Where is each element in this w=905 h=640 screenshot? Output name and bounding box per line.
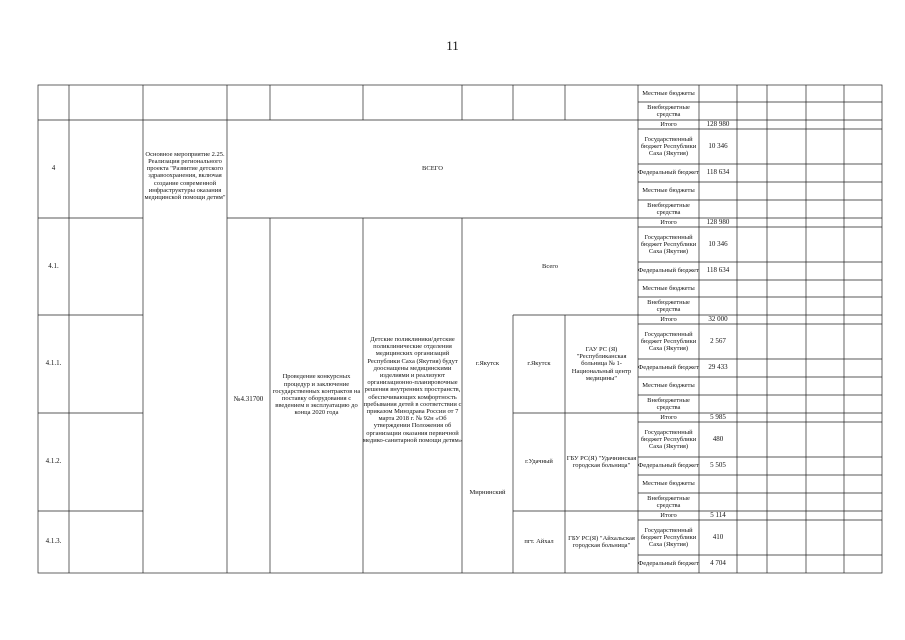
budget-label-regional: Государственный бюджет Республики Саха (Якутия) bbox=[640, 330, 697, 353]
value-regional: 480 bbox=[712, 434, 724, 443]
budget-label-regional: Государственный бюджет Республики Саха (Якутия) bbox=[640, 233, 697, 256]
value-total: 32 000 bbox=[708, 315, 728, 323]
event-description: Основное мероприятие 2.25. Реализация регионального проекта "Развитие детского здравоохранения, включая создание современной инфраструктуры оказания медицинской помощи детям" bbox=[144, 150, 226, 201]
budget-label-federal: Федеральный бюджет bbox=[638, 169, 699, 177]
value-total: 5 985 bbox=[710, 413, 726, 421]
organization: ГАУ РС (Я) "Республиканская больница № 1-Национальный центр медицины" bbox=[571, 345, 632, 382]
organization: ГБУ РС(Я) "Удачнинская городская больница" bbox=[566, 454, 637, 469]
budget-label-total: Итого bbox=[660, 315, 677, 323]
budget-label-local: Местные бюджеты bbox=[642, 480, 695, 488]
value-federal: 5 505 bbox=[710, 461, 726, 470]
budget-label-extrabudget: Внебюджетные средства bbox=[647, 494, 690, 509]
budget-label-extrabudget: Внебюджетные средства bbox=[647, 396, 690, 411]
district: Мирнинский bbox=[469, 489, 506, 497]
value-federal: 118 634 bbox=[706, 266, 730, 275]
row-number-4-1-3: 4.1.3. bbox=[45, 537, 62, 546]
budget-label-local: Местные бюджеты bbox=[642, 382, 695, 390]
budget-label-federal: Федеральный бюджет bbox=[638, 560, 699, 568]
locality: пгт. Айхал bbox=[524, 538, 554, 546]
budget-label-regional: Государственный бюджет Республики Саха (Якутия) bbox=[640, 526, 697, 549]
budget-label-federal: Федеральный бюджет bbox=[638, 267, 699, 275]
budget-label-extrabudget: Внебюджетные средства bbox=[647, 201, 690, 216]
total-label: Всего bbox=[542, 262, 558, 270]
budget-label-extrabudget: Внебюджетные средства bbox=[647, 298, 690, 313]
row-number-4-1: 4.1. bbox=[48, 261, 59, 270]
district: г.Якутск bbox=[475, 360, 500, 368]
budget-label-local: Местные бюджеты bbox=[642, 284, 695, 292]
row-number-4: 4 bbox=[51, 164, 56, 173]
value-regional: 2 567 bbox=[710, 336, 726, 345]
budget-label-local: Местные бюджеты bbox=[642, 89, 695, 97]
budget-label-total: Итого bbox=[660, 218, 677, 226]
value-federal: 4 704 bbox=[710, 559, 726, 568]
locality: г.Якутск bbox=[527, 360, 551, 368]
page-number: 11 bbox=[446, 38, 459, 53]
budget-label-extrabudget: Внебюджетные средства bbox=[647, 103, 690, 118]
row-number-4-1-1: 4.1.1. bbox=[45, 359, 62, 368]
locality: г.Удачный bbox=[525, 458, 553, 466]
total-label: ВСЕГО bbox=[422, 165, 443, 173]
expected-result: Детские поликлиники/детские поликлинические отделения медицинских организаций Республики Саха (Якутия) будут дооснащены медицинскими изделиями и реализуют организационно-планировочные решения внутренних пространств, обеспечивающих комфортность пребывания детей в соответствии с приказом Минздрава России от 7 марта 2018 г. № 92н «Об утверждении Положения об организации оказания первичной медико-санитарной помощи детям» bbox=[363, 335, 462, 444]
budget-label-local: Местные бюджеты bbox=[642, 187, 695, 195]
value-regional: 410 bbox=[712, 532, 724, 541]
budget-label-regional: Государственный бюджет Республики Саха (Якутия) bbox=[640, 428, 697, 451]
contract-number: №4.31700 bbox=[233, 395, 264, 404]
value-total: 128 980 bbox=[706, 120, 730, 128]
value-federal: 29 433 bbox=[708, 363, 728, 372]
budget-label-federal: Федеральный бюджет bbox=[638, 462, 699, 470]
value-regional: 10 346 bbox=[708, 141, 728, 150]
budget-label-regional: Государственный бюджет Республики Саха (Якутия) bbox=[640, 135, 697, 158]
row-number-4-1-2: 4.1.2. bbox=[45, 457, 62, 466]
budget-label-federal: Федеральный бюджет bbox=[638, 364, 699, 372]
value-federal: 118 634 bbox=[706, 168, 730, 177]
budget-label-total: Итого bbox=[660, 413, 677, 421]
organization: ГБУ РС(Я) "Айхальская городская больница" bbox=[568, 534, 635, 549]
planned-action: Проведение конкурсных процедур и заключение государственных контрактов на поставку оборудования с введением в эксплуатацию до конца 2020 года bbox=[272, 373, 361, 417]
value-total: 5 114 bbox=[710, 511, 726, 519]
value-regional: 10 346 bbox=[708, 239, 728, 248]
budget-label-total: Итого bbox=[660, 120, 677, 128]
budget-label-total: Итого bbox=[660, 511, 677, 519]
value-total: 128 980 bbox=[706, 218, 730, 226]
